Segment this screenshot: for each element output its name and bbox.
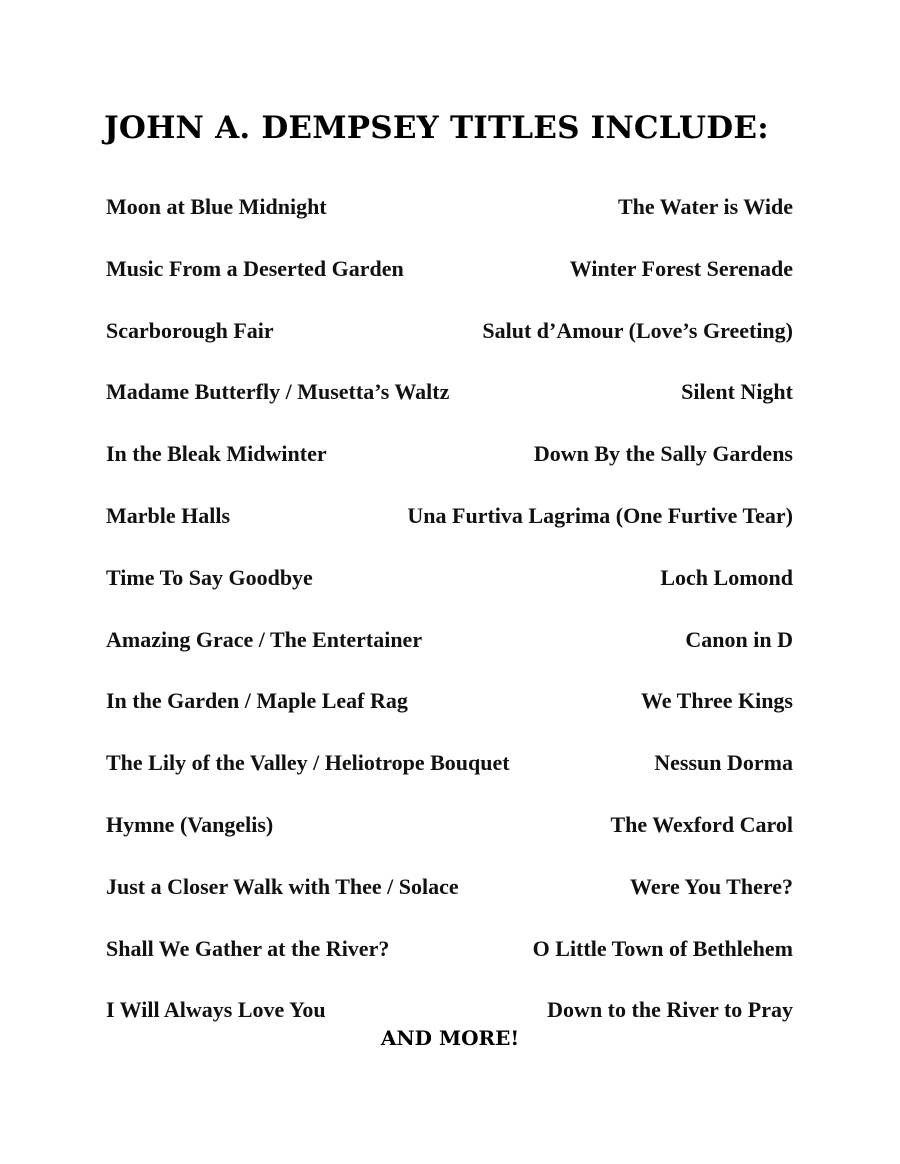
title-row — [106, 377, 793, 439]
title-left: Music From a Deserted Garden — [106, 255, 404, 281]
and-more-footer: AND MORE! — [380, 1026, 520, 1050]
title-row — [106, 563, 793, 625]
title-left: Scarborough Fair — [106, 317, 274, 343]
title-row — [106, 439, 793, 501]
title-right: Down to the River to Pray — [547, 997, 793, 1023]
title-left: Time To Say Goodbye — [106, 564, 313, 590]
title-left: Moon at Blue Midnight — [106, 194, 327, 219]
title-right: Nessun Dorma — [654, 750, 793, 776]
title-left: In the Bleak Midwinter — [106, 441, 327, 467]
title-left: I Will Always Love You — [106, 997, 326, 1023]
title-row — [106, 316, 793, 378]
title-right: Salut d’Amour (Love’s Greeting) — [482, 317, 793, 343]
title-right: Down By the Sally Gardens — [533, 441, 793, 467]
title-row — [106, 810, 793, 872]
title-right: O Little Town of Bethlehem — [532, 935, 793, 961]
title-row — [106, 501, 793, 563]
title-left: Hymne (Vangelis) — [106, 811, 274, 837]
title-left: The Lily of the Valley / Heliotrope Bouquet — [106, 750, 510, 776]
title-right: Canon in D — [685, 626, 793, 652]
title-list — [106, 192, 793, 1057]
title-left: Shall We Gather at the River? — [106, 935, 390, 961]
title-right: Loch Lomond — [660, 564, 793, 590]
title-right: Una Furtiva Lagrima (One Furtive Tear) — [407, 502, 793, 528]
title-row — [106, 192, 793, 254]
title-right: Winter Forest Serenade — [569, 255, 793, 281]
title-right: We Three Kings — [641, 688, 793, 714]
title-row — [106, 686, 793, 748]
title-left: Madame Butterfly / Musetta’s Waltz — [106, 379, 450, 405]
title-right: Were You There? — [630, 873, 793, 899]
title-left: In the Garden / Maple Leaf Rag — [106, 688, 408, 714]
title-right: Silent Night — [681, 379, 793, 405]
title-row — [106, 934, 793, 996]
page-title: JOHN A. DEMPSEY TITLES INCLUDE: — [104, 110, 769, 146]
title-left: Amazing Grace / The Entertainer — [106, 626, 423, 652]
title-left: Marble Halls — [106, 502, 231, 528]
title-left: Just a Closer Walk with Thee / Solace — [106, 873, 459, 899]
title-row — [106, 748, 793, 810]
title-row — [106, 254, 793, 316]
title-right: The Wexford Carol — [610, 811, 793, 837]
title-row — [106, 872, 793, 934]
title-row — [106, 625, 793, 687]
title-right: The Water is Wide — [617, 194, 793, 219]
